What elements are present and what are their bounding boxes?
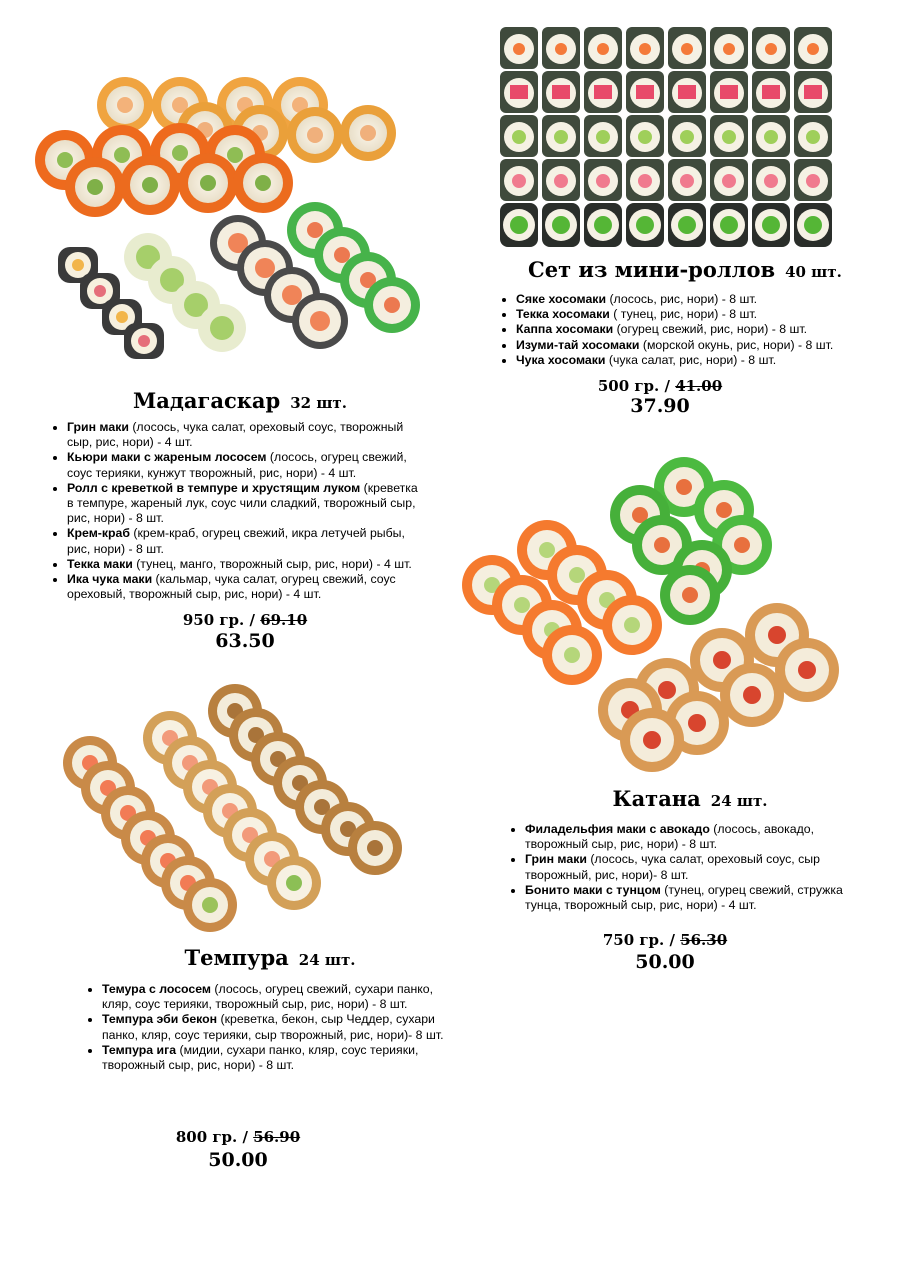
set-title-mini-rolls — [528, 257, 842, 282]
list-item: • Крем-краб (крем-краб, огурец свежий, икра летучей рыбы, рис, нори) - 8 шт. — [67, 526, 427, 556]
set-count: 32 шт. — [290, 394, 347, 412]
new-price-tempura: 50.00 — [208, 1149, 268, 1171]
set-items-tempura — [85, 982, 447, 1073]
set-count: 24 шт. — [710, 792, 768, 810]
old-price: 56.90 — [253, 1128, 301, 1146]
mini-rolls-set-photo — [498, 27, 840, 249]
new-price-mini-rolls: 37.90 — [630, 395, 690, 417]
set-name: Катана — [612, 786, 701, 811]
list-item: • Грин маки (лосось, чука салат, ореховый соус, творожный сыр, рис, нори) - 4 шт. — [67, 420, 427, 450]
price-line-tempura — [138, 1128, 338, 1146]
list-item: • Ика чука маки (кальмар, чука салат, огурец свежий, соус ореховый, творожный сыр, рис, нори) - 4 шт. — [67, 572, 427, 602]
list-item: • Темура с лососем (лосось, огурец свежий, сухари панко, кляр, соус терияки, творожный сыр, рис, нори) - 8 шт. — [102, 982, 447, 1012]
set-title-katana — [560, 786, 820, 811]
old-price: 56.30 — [680, 931, 728, 949]
weight: 800 гр. / — [175, 1128, 254, 1146]
katana-set-photo — [462, 455, 847, 775]
list-item: • Темпура ига (мидии, сухари панко, кляр, соус терияки, творожный сыр, рис, нори) - 8 шт. — [102, 1043, 447, 1073]
set-name: Темпура — [184, 945, 289, 970]
price-line-mini-rolls — [560, 377, 760, 395]
price-line-katana — [565, 931, 765, 949]
set-items-mini-rolls — [499, 292, 866, 368]
list-item: • Изуми-тай хосомаки (морской окунь, рис, нори) - 8 шт. — [516, 338, 866, 353]
set-name: Мадагаскар — [133, 388, 281, 413]
list-item: • Текка хосомаки ( тунец, рис, нори) - 8 шт. — [516, 307, 866, 322]
old-price: 69.10 — [260, 611, 308, 629]
list-item: • Текка маки (тунец, манго, творожный сыр, рис, нори) - 4 шт. — [67, 557, 427, 572]
set-count: 40 шт. — [785, 263, 842, 281]
madagascar-set-photo — [30, 75, 430, 360]
weight: 500 гр. / — [597, 377, 676, 395]
list-item: • Сяке хосомаки (лосось, рис, нори) - 8 шт. — [516, 292, 866, 307]
set-name: Сет из мини-роллов — [528, 257, 776, 282]
new-price-madagascar: 63.50 — [215, 630, 275, 652]
set-count: 24 шт. — [298, 951, 356, 969]
tempura-set-photo — [60, 683, 410, 933]
list-item: • Чука хосомаки (чука салат, рис, нори) - 8 шт. — [516, 353, 866, 368]
list-item: • Кьюри маки с жареным лососем (лосось, огурец свежий, соус терияки, кунжут творожный, рис, нори) - 4 шт. — [67, 450, 427, 480]
list-item: • Темпура эби бекон (креветка, бекон, сыр Чеддер, сухари панко, кляр, соус терияки, сыр творожный, рис, нори)- 8 шт. — [102, 1012, 447, 1042]
list-item: • Ролл с креветкой в темпуре и хрустящим луком (креветка в темпуре, жареный лук, соус чили сладкий, творожный сыр, рис, нори) - 8 шт. — [67, 481, 427, 527]
new-price-katana: 50.00 — [635, 951, 695, 973]
old-price: 41.00 — [675, 377, 723, 395]
set-items-madagascar — [50, 420, 427, 602]
set-items-katana — [508, 822, 860, 913]
set-title-tempura — [140, 945, 400, 970]
weight: 750 гр. / — [602, 931, 681, 949]
list-item: • Филадельфия маки с авокадо (лосось, авокадо, творожный сыр, рис, нори) - 8 шт. — [525, 822, 860, 852]
list-item: • Бонито маки с тунцом (тунец, огурец свежий, стружка тунца, творожный сыр, рис, нори) - 4 шт. — [525, 883, 860, 913]
weight: 950 гр. / — [182, 611, 261, 629]
price-line-madagascar — [145, 611, 345, 629]
set-title-madagascar — [110, 388, 370, 413]
list-item: • Каппа хосомаки (огурец свежий, рис, нори) - 8 шт. — [516, 322, 866, 337]
list-item: • Грин маки (лосось, чука салат, ореховый соус, сыр творожный, рис, нори)- 8 шт. — [525, 852, 860, 882]
